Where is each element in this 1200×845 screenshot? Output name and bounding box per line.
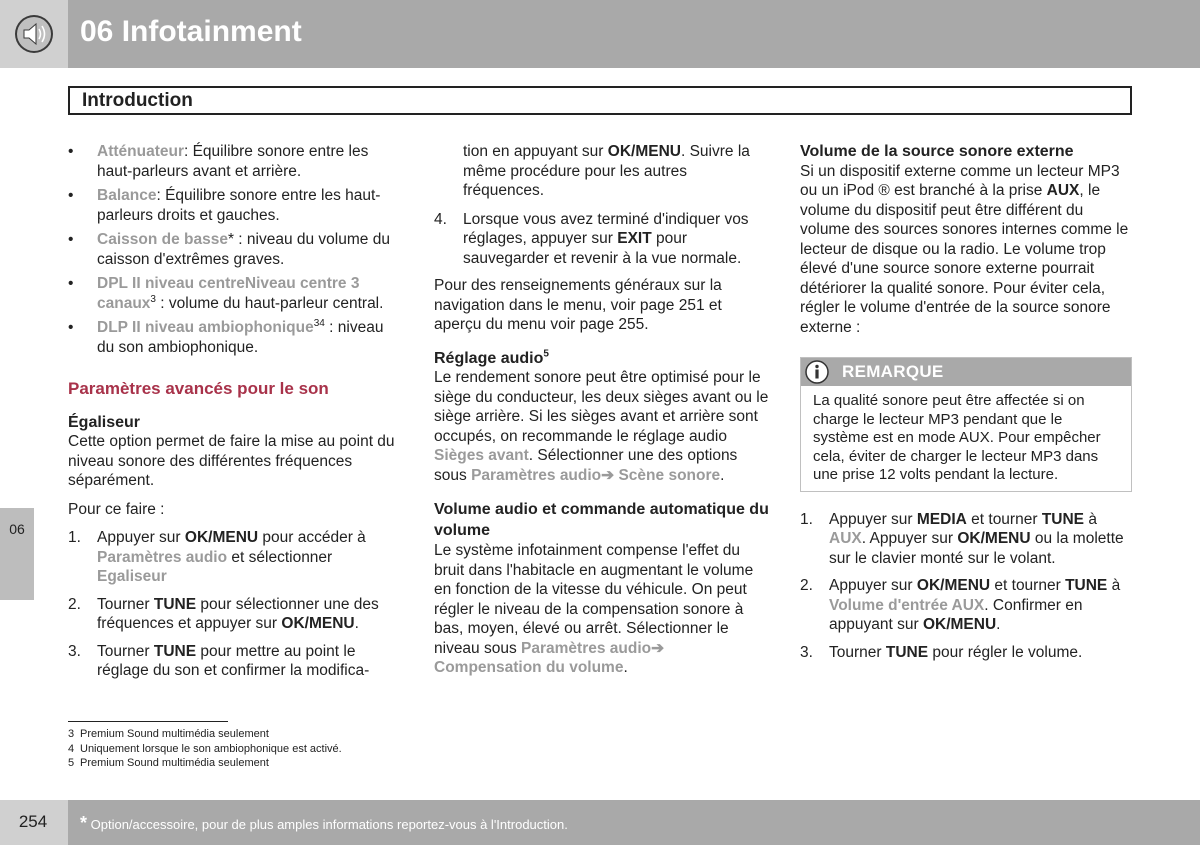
external-volume-heading: Volume de la source sonore externe: [800, 143, 1074, 160]
footnotes: [68, 727, 342, 771]
note-box: [800, 357, 1132, 492]
header-icon-tile: [0, 0, 68, 68]
equalizer-steps-cont: [434, 210, 770, 269]
note-text: La qualité sonore peut être affectée si on charge le lecteur MP3 pendant que le système est en mode AUX. Pour empêcher cela, éviter de charger le lecteur MP3 dans une prise 12 volts pendant la lecture.: [813, 392, 1101, 483]
footnote: 3 Premium Sound multimédia seulement: [68, 728, 269, 740]
advanced-sound-heading: Paramètres avancés pour le son: [68, 379, 329, 398]
volume-heading: Volume audio et commande automatique du volume: [434, 501, 769, 539]
side-tab-label: 06: [9, 521, 25, 537]
general-info-text: Pour des renseignements généraux sur la navigation dans le menu, voir page 251 et aperçu du menu voir page 255.: [434, 277, 722, 333]
column-3: [800, 142, 1132, 670]
list-item: 2. Appuyer sur OK/MENU et tourner TUNE à Volume d'entrée AUX. Confirmer en appuyant sur OK/MENU.: [800, 577, 1121, 633]
footer-note: * Option/accessoire, pour de plus amples informations reportez-vous à l'Introduction.: [80, 813, 568, 833]
footnote: 5 Premium Sound multimédia seulement: [68, 757, 269, 769]
footnote: 4 Uniquement lorsque le son ambiophonique est activé.: [68, 742, 342, 755]
page-header: [0, 0, 1200, 68]
audio-setting-text: Le rendement sonore peut être optimisé pour le siège du conducteur, les deux sièges avant ou le siège arrière. Si les sièges avant et arrière sont occupés, on recommande le réglage audio Sièges avant. Sélectionner une des options sous Paramètres audio➔ Scène sonore.: [434, 369, 769, 484]
aux-volume-steps: [800, 510, 1132, 663]
list-item: • Balance: Équilibre sonore entre les haut-parleurs droits et gauches.: [68, 186, 403, 225]
chapter-title: 06 Infotainment: [80, 15, 302, 48]
equalizer-text: Cette option permet de faire la mise au point du niveau sonore des différentes fréquences séparément.: [68, 433, 395, 489]
audio-settings-list: [68, 142, 403, 357]
list-item: • Caisson de basse* : niveau du volume du caisson d'extrêmes graves.: [68, 230, 403, 269]
section-title: Introduction: [68, 86, 1132, 115]
audio-setting-heading: Réglage audio$^5$: [434, 348, 549, 367]
list-item: 3. Tourner TUNE pour régler le volume.: [800, 643, 1083, 661]
list-item: • DPL II niveau centreNiveau centre 3 canaux$^3$ : volume du haut-parleur central.: [68, 274, 403, 313]
list-item: • DLP II niveau ambiophonique$^{34}$ : niveau du son ambiophonique.: [68, 318, 403, 357]
list-item: 3. Tourner TUNE pour mettre au point le réglage du son et confirmer la modifica-: [68, 642, 370, 679]
step-continuation: tion en appuyant sur OK/MENU. Suivre la même procédure pour les autres fréquences.: [463, 143, 750, 199]
column-1: [68, 142, 403, 689]
arrow-icon: ➔: [651, 639, 665, 657]
chapter-side-tab: [0, 508, 34, 600]
note-title: REMARQUE: [842, 362, 944, 381]
list-item: 1. Appuyer sur OK/MENU pour accéder à Paramètres audio et sélectionner Egaliseur: [68, 529, 366, 585]
list-item: 2. Tourner TUNE pour sélectionner une des fréquences et appuyer sur OK/MENU.: [68, 595, 379, 632]
volume-text: Le système infotainment compense l'effet du bruit dans l'habitacle en augmentant le volume en fonction de la vitesse du véhicule. On peut régler le niveau de la compensation sonore à bas, moyen, élevé ou arrêt. Sélectionner le niveau sous Paramètres audio➔ Compensation du volume.: [434, 542, 754, 676]
equalizer-steps: [68, 528, 403, 681]
steps-intro: Pour ce faire :: [68, 500, 165, 518]
column-2: [434, 142, 770, 687]
list-item: 4. Lorsque vous avez terminé d'indiquer vos réglages, appuyer sur EXIT pour sauvegarder et revenir à la vue normale.: [434, 210, 749, 267]
equalizer-heading: Égaliseur: [68, 413, 141, 431]
info-icon: [805, 360, 829, 384]
arrow-icon: ➔: [601, 466, 615, 484]
speaker-icon: [13, 13, 55, 55]
external-volume-text: Si un dispositif externe comme un lecteur MP3 ou un iPod ® est branché à la prise AUX, le volume du dispositif peut être différent du volume des sources sonores internes comme le lecteur de disque ou la radio. Le volume trop élevé d'une source sonore externe pourrait détériorer la qualité sonore. Pour éviter cela, régler le volume d'entrée de la source sonore externe :: [800, 162, 1129, 336]
note-header: [801, 358, 1131, 386]
list-item: • Atténuateur: Équilibre sonore entre les haut-parleurs avant et arrière.: [68, 142, 403, 181]
footnote-divider: [68, 721, 228, 722]
page-number: 254: [18, 812, 48, 831]
list-item: 1. Appuyer sur MEDIA et tourner TUNE à AUX. Appuyer sur OK/MENU ou la molette sur le clavier monté sur le volant.: [800, 510, 1124, 567]
